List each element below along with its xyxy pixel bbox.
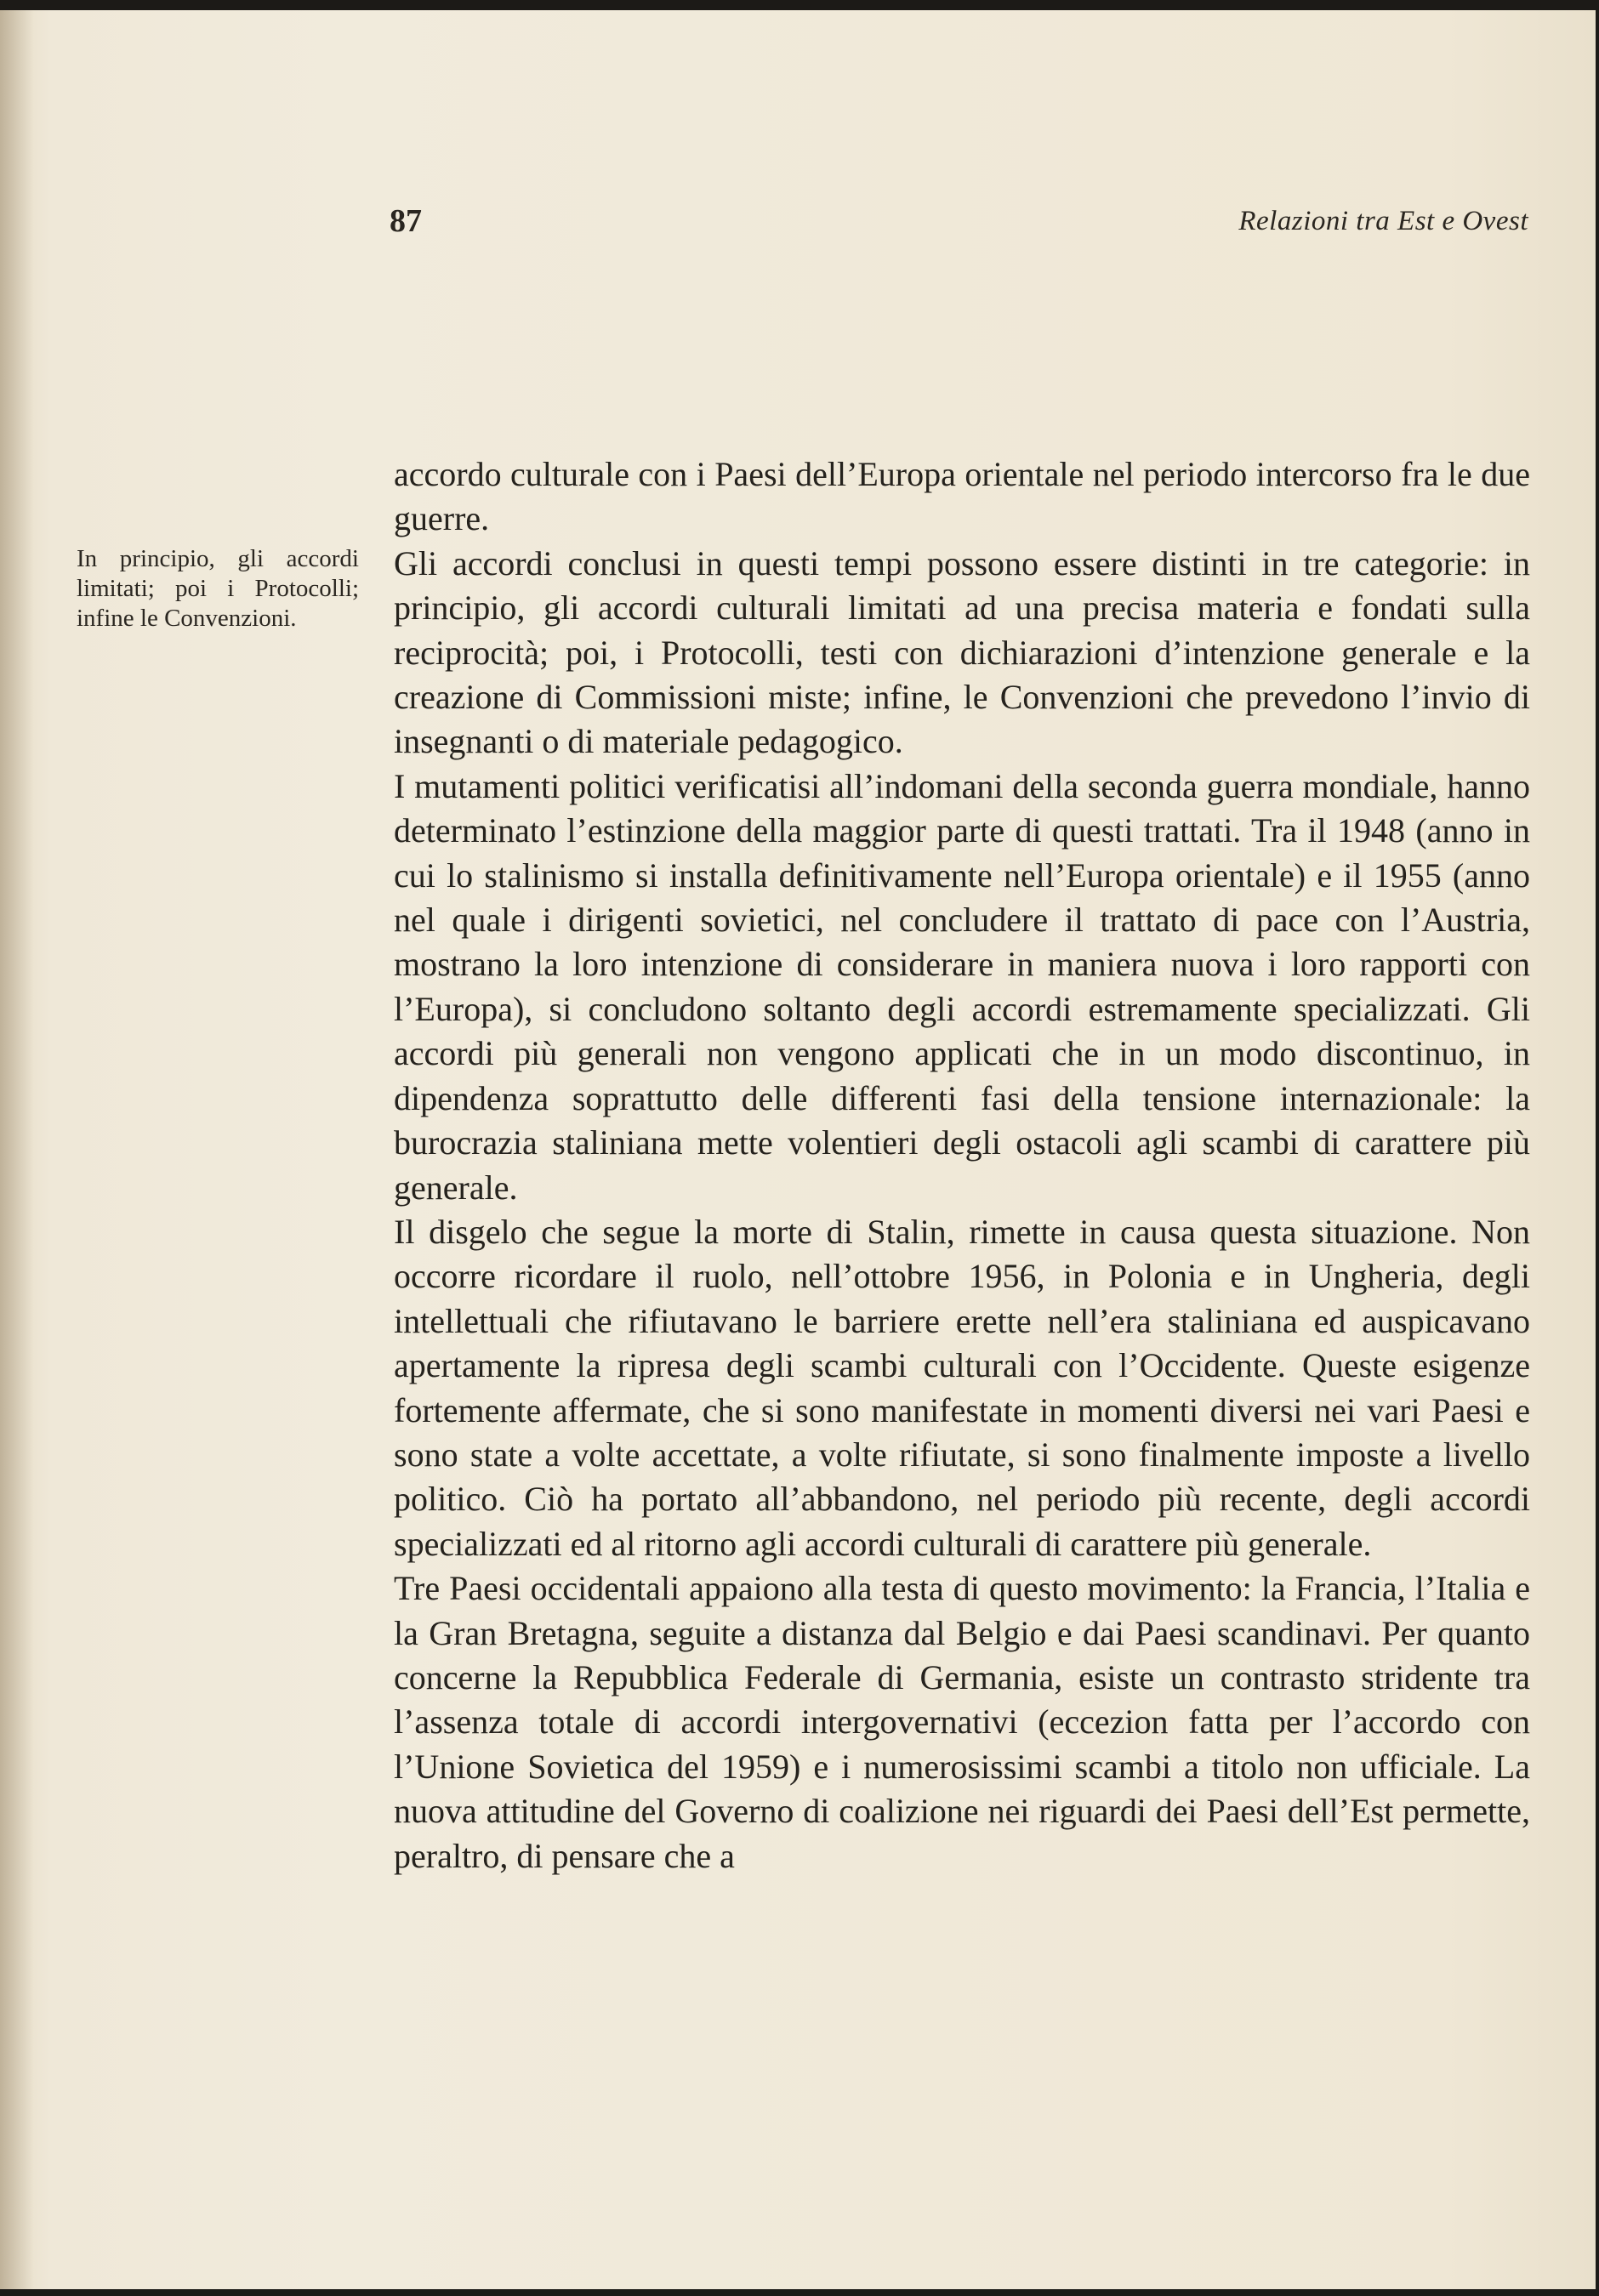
- spine-shadow: [0, 10, 34, 2289]
- running-head: Relazioni tra Est e Ovest: [1238, 206, 1528, 236]
- paragraph: Tre Paesi occidentali appaiono alla testa di questo movimento: la Francia, l’Italia e la Gran Bretagna, seguite a distanza dal Belgio e dai Paesi scandinavi. Per quanto concerne la Repubblica Federale di Germania, esiste un contrasto stridente tra l’assenza totale di accordi intergovernativi (eccezion fatta per l’accordo con l’Unione Sovietica del 1959) e i numerosissimi scambi a titolo non ufficiale. La nuova attitudine del Governo di coalizione nei riguardi dei Paesi dell’Est permette, peraltro, di pensare che a: [394, 1569, 1530, 1875]
- marginal-note: In principio, gli accordi limitati; poi i Protocolli; infine le Convenzioni.: [77, 545, 359, 632]
- paragraph: Il disgelo che segue la morte di Stalin, rimette in causa questa situazione. Non occorre ricordare il ruolo, nell’ottobre 1956, in Polonia e in Ungheria, degli intellettuali che rifiutavano le barriere erette nell’era staliniana ed auspicavano apertamente la ripresa degli scambi culturali con l’Occidente. Queste esigenze fortemente affermate, che si sono manifestate in momenti diversi nei vari Paesi e sono state a volte accettate, a volte rifiutate, si sono finalmente imposte a livello politico. Ciò ha portato all’abbandono, nel periodo più recente, degli accordi specializzati ed al ritorno agli accordi culturali di carattere più generale.: [394, 1212, 1530, 1563]
- paragraph: accordo culturale con i Paesi dell’Europa orientale nel periodo intercorso fra le due guerre.: [394, 455, 1530, 538]
- paragraph: Gli accordi conclusi in questi tempi possono essere distinti in tre categorie: in principio, gli accordi culturali limitati ad una precisa materia e fondati sulla reciprocità; poi, i Protocolli, testi con dichiarazioni d’intenzione generale e la creazione di Commissioni miste; infine, le Convenzioni che prevedono l’invio di insegnanti o di materiale pedagogico.: [394, 543, 1530, 761]
- page-number: 87: [390, 203, 422, 239]
- paragraph: I mutamenti politici verificatisi all’indomani della seconda guerra mondiale, hanno determinato l’estinzione della maggior parte di questi trattati. Tra il 1948 (anno in cui lo stalinismo si installa definitivamente nell’Europa orientale) e il 1955 (anno nel quale i dirigenti sovietici, nel concludere il trattato di pace con l’Austria, mostrano la loro intenzione di considerare in maniera nuova i loro rapporti con l’Europa), si concludono soltanto degli accordi estremamente specializzati. Gli accordi più generali non vengono applicati che in un modo discontinuo, in dipendenza soprattutto delle differenti fasi della tensione internazionale: la burocrazia staliniana mette volentieri degli ostacoli agli scambi di carattere più generale.: [394, 766, 1530, 1207]
- book-page: [0, 10, 1596, 2289]
- body-text: [394, 452, 1530, 1878]
